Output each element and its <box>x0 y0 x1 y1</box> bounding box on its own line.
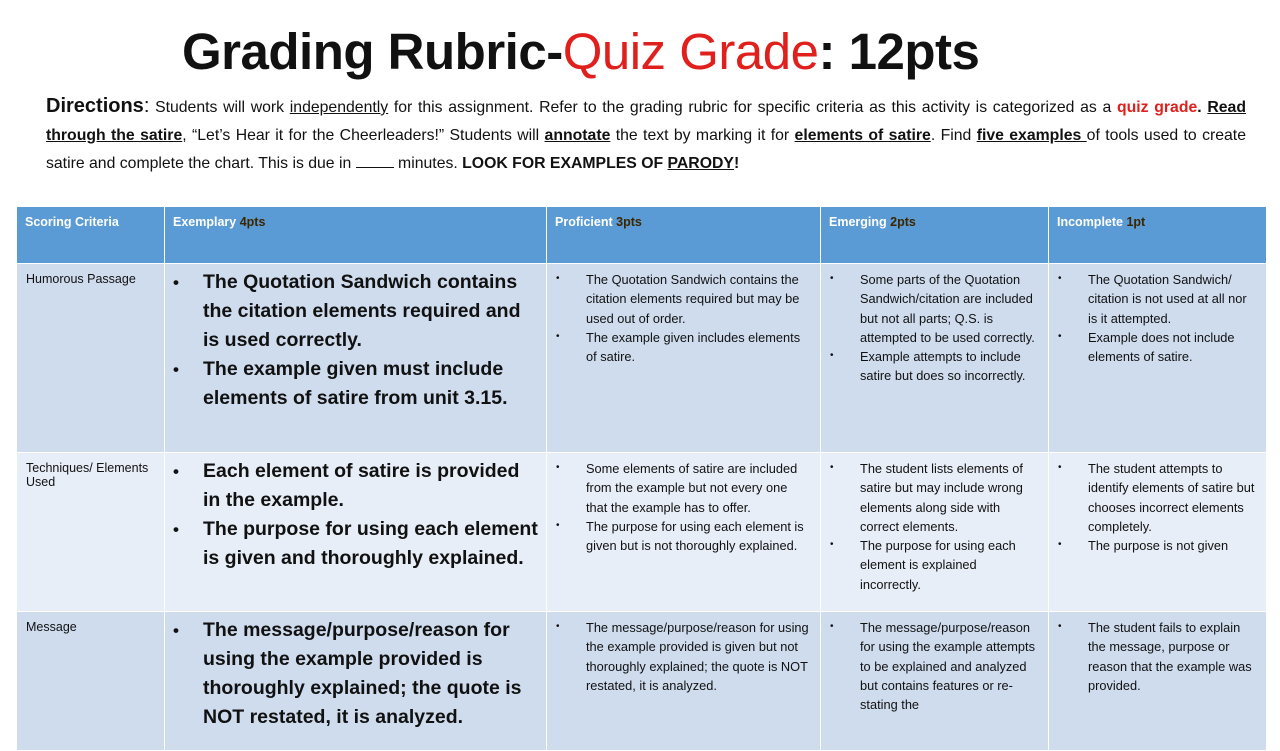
cell-emerging <box>821 264 1049 453</box>
directions-minutes-blank <box>356 153 394 168</box>
title-main: Grading Rubric- <box>182 23 563 80</box>
list-item: • Example attempts to include satire but does so incorrectly. <box>860 347 1040 386</box>
list-item: • The Quotation Sandwich contains the citation elements required and is used correctly. <box>203 268 540 355</box>
cell-emerging <box>821 612 1049 751</box>
table-row <box>17 453 1267 612</box>
directions-look-for: LOOK FOR EXAMPLES OF <box>462 155 668 172</box>
list-item: • The purpose for using each element is given but is not thoroughly explained. <box>586 517 812 556</box>
rubric-table <box>16 206 1267 751</box>
directions-text-3: . <box>1197 99 1208 116</box>
page-title <box>182 22 979 81</box>
list-item: • The message/purpose/reason for using the example provided is given but not thoroughly explained; the quote is NOT restated, it is analyzed. <box>586 618 812 695</box>
header-scoring-criteria: Scoring Criteria <box>17 207 165 264</box>
directions-text-2: for this assignment. Refer to the grading rubric for specific criteria as this activity is categorized as a <box>388 99 1117 116</box>
title-points: : 12pts <box>818 23 980 80</box>
cell-exemplary <box>165 264 547 453</box>
directions-annotate: annotate <box>544 127 611 144</box>
directions-text-1: Students will work <box>149 99 290 116</box>
directions-label: Directions <box>46 95 144 117</box>
list-item: • Some parts of the Quotation Sandwich/citation are included but not all parts; Q.S. is attempted to be used correctly. <box>860 270 1040 347</box>
criteria-humorous-passage: Humorous Passage <box>17 264 165 453</box>
cell-exemplary <box>165 453 547 612</box>
header-proficient: Proficient 3pts <box>547 207 821 264</box>
cell-incomplete <box>1049 264 1267 453</box>
directions-parody: PARODY <box>667 155 734 172</box>
list-item: • The purpose for using each element is explained incorrectly. <box>860 536 1040 594</box>
header-emerging: Emerging 2pts <box>821 207 1049 264</box>
table-row <box>17 264 1267 453</box>
cell-proficient <box>547 453 821 612</box>
list-item: • The student fails to explain the message, purpose or reason that the example was provided. <box>1088 618 1258 695</box>
list-item: • The student lists elements of satire but may include wrong elements along side with correct elements. <box>860 459 1040 536</box>
directions-text-6: . Find <box>930 127 977 144</box>
directions-read-satire: Read through the satire <box>46 99 1246 144</box>
list-item: • Example does not include elements of satire. <box>1088 328 1258 367</box>
cell-emerging <box>821 453 1049 612</box>
directions-independently: independently <box>289 99 389 116</box>
rubric-header-row <box>17 207 1267 264</box>
list-item: • The purpose is not given <box>1088 536 1258 555</box>
cell-incomplete <box>1049 612 1267 751</box>
list-item: • The message/purpose/reason for using the example attempts to be explained and analyzed but contains features or re-stating the <box>860 618 1040 714</box>
list-item: • Each element of satire is provided in the example. <box>203 457 540 515</box>
list-item: • The example given must include elements of satire from unit 3.15. <box>203 355 540 413</box>
cell-exemplary <box>165 612 547 751</box>
criteria-techniques-elements: Techniques/ Elements Used <box>17 453 165 612</box>
directions-elements-of-satire: elements of satire <box>794 127 931 144</box>
directions-text-4: , “Let’s Hear it for the Cheerleaders!” Students will <box>182 127 545 144</box>
directions-text-8: minutes. <box>393 155 463 172</box>
table-row <box>17 612 1267 751</box>
directions-paragraph <box>46 92 1246 178</box>
directions-text-5: the text by marking it for <box>610 127 795 144</box>
cell-incomplete <box>1049 453 1267 612</box>
list-item: • The student attempts to identify elements of satire but chooses incorrect elements completely. <box>1088 459 1258 536</box>
list-item: • The message/purpose/reason for using the example provided is thoroughly explained; the quote is NOT restated, it is analyzed. <box>203 616 540 732</box>
directions-text-7: of tools used to create satire and complete the chart. This is due in <box>46 127 1246 172</box>
directions-five-examples: five examples <box>976 127 1087 144</box>
header-exemplary: Exemplary 4pts <box>165 207 547 264</box>
title-quiz-grade: Quiz Grade <box>562 23 819 80</box>
cell-proficient <box>547 612 821 751</box>
list-item: • The Quotation Sandwich contains the citation elements required but may be used out of order. <box>586 270 812 328</box>
header-incomplete: Incomplete 1pt <box>1049 207 1267 264</box>
list-item: • The example given includes elements of satire. <box>586 328 812 367</box>
directions-quiz-grade: quiz grade <box>1116 99 1198 116</box>
directions-colon: : <box>143 95 150 117</box>
list-item: • The Quotation Sandwich/ citation is not used at all nor is it attempted. <box>1088 270 1258 328</box>
list-item: • Some elements of satire are included from the example but not every one that the example has to offer. <box>586 459 812 517</box>
directions-exclamation: ! <box>733 155 740 172</box>
list-item: • The purpose for using each element is given and thoroughly explained. <box>203 515 540 573</box>
criteria-message: Message <box>17 612 165 751</box>
cell-proficient <box>547 264 821 453</box>
